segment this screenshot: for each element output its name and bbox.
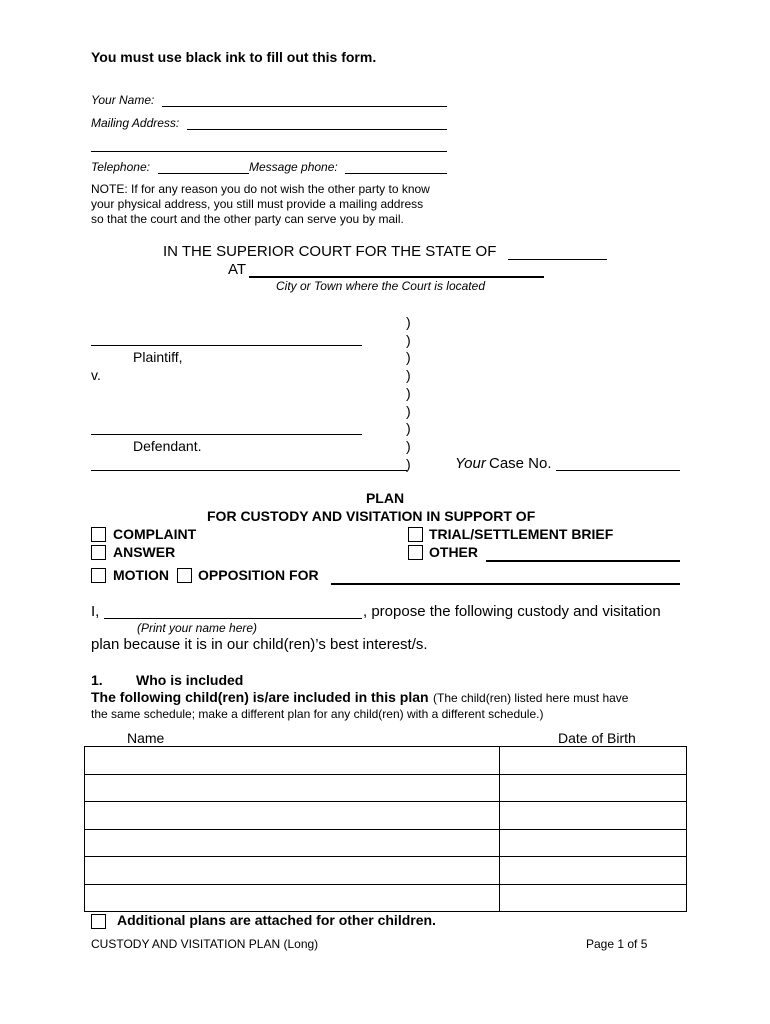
your-name-label: Your Name:: [91, 93, 155, 107]
motion-checkbox[interactable]: [91, 568, 106, 583]
trial-settlement-label: TRIAL/SETTLEMENT BRIEF: [429, 526, 614, 542]
footer-form-name: CUSTODY AND VISITATION PLAN (Long): [91, 937, 319, 951]
child-name-cell[interactable]: [85, 829, 500, 857]
table-row: [85, 884, 687, 912]
child-name-cell[interactable]: [85, 802, 500, 830]
additional-plans-checkbox[interactable]: [91, 914, 106, 929]
answer-checkbox[interactable]: [91, 545, 106, 560]
trial-settlement-checkbox[interactable]: [408, 527, 423, 542]
motion-label: MOTION: [113, 567, 169, 583]
other-field[interactable]: [486, 560, 680, 562]
print-name-field[interactable]: [104, 618, 362, 619]
mailing-address-field-2[interactable]: [91, 151, 447, 152]
additional-plans-label: Additional plans are attached for other children.: [117, 912, 436, 928]
caption-paren: ): [406, 385, 411, 401]
plan-title: PLAN: [365, 490, 405, 506]
print-name-caption: (Print your name here): [137, 621, 258, 635]
other-label: OTHER: [429, 544, 478, 560]
caption-paren: ): [406, 403, 411, 419]
telephone-label: Telephone:: [91, 160, 150, 174]
note-line-2: your physical address, you still must provide a mailing address: [91, 197, 424, 211]
defendant-label: Defendant.: [133, 438, 202, 454]
caption-paren: ): [406, 332, 411, 348]
court-location-caption: City or Town where the Court is located: [276, 279, 485, 293]
section-1-note-part1: (The child(ren) listed here must have: [433, 691, 629, 705]
plaintiff-name-field[interactable]: [91, 345, 362, 346]
telephone-field[interactable]: [158, 173, 249, 174]
table-row: [85, 802, 687, 830]
col-name-header: Name: [127, 730, 165, 746]
defendant-name-field[interactable]: [91, 434, 362, 435]
table-row: [85, 829, 687, 857]
message-phone-field[interactable]: [345, 173, 447, 174]
child-name-cell[interactable]: [85, 747, 500, 775]
complaint-checkbox[interactable]: [91, 527, 106, 542]
your-name-field[interactable]: [162, 106, 447, 107]
court-location-field[interactable]: [249, 276, 544, 278]
plaintiff-label: Plaintiff,: [133, 349, 183, 365]
child-name-cell[interactable]: [85, 857, 500, 885]
children-table: [84, 746, 687, 912]
table-row: [85, 857, 687, 885]
section-1-note-part2: the same schedule; make a different plan for any child(ren) with a different schedule.): [91, 707, 544, 721]
child-name-cell[interactable]: [85, 774, 500, 802]
propose-text: , propose the following custody and visitation: [363, 603, 661, 620]
section-1-heading: Who is included: [136, 672, 244, 688]
mailing-address-label: Mailing Address:: [91, 116, 180, 130]
state-field[interactable]: [508, 259, 607, 260]
plan-subtitle: FOR CUSTODY AND VISITATION IN SUPPORT OF: [207, 508, 536, 524]
caption-paren: ): [406, 420, 411, 436]
section-1-number: 1.: [91, 672, 103, 688]
col-dob-header: Date of Birth: [558, 730, 636, 746]
section-1-intro: [91, 689, 628, 707]
case-no-field[interactable]: [556, 470, 680, 471]
caption-paren: ): [406, 367, 411, 383]
other-checkbox[interactable]: [408, 545, 423, 560]
complaint-label: COMPLAINT: [113, 526, 197, 542]
defendant-name-field-2[interactable]: [91, 470, 407, 471]
child-dob-cell[interactable]: [500, 747, 687, 775]
opposition-checkbox[interactable]: [177, 568, 192, 583]
child-name-cell[interactable]: [85, 884, 500, 912]
table-row: [85, 747, 687, 775]
caption-paren: ): [406, 314, 411, 330]
case-no-label: Case No.: [489, 455, 552, 472]
footer-page-number: Page 1 of 5: [586, 937, 648, 951]
table-row: [85, 774, 687, 802]
caption-paren: ): [406, 349, 411, 365]
message-phone-label: Message phone:: [249, 160, 338, 174]
child-dob-cell[interactable]: [500, 857, 687, 885]
section-1-bold-text: The following child(ren) is/are included in this plan: [91, 689, 429, 705]
versus-label: v.: [91, 367, 101, 383]
court-heading: IN THE SUPERIOR COURT FOR THE STATE OF: [163, 243, 497, 260]
best-interest-text: plan because it is in our child(ren)’s best interest/s.: [91, 636, 428, 653]
note-line-1: NOTE: If for any reason you do not wish the other party to know: [91, 182, 430, 196]
opposition-label: OPPOSITION FOR: [198, 567, 319, 583]
case-no-italic: Your: [455, 455, 486, 472]
opposition-field[interactable]: [331, 583, 680, 585]
child-dob-cell[interactable]: [500, 829, 687, 857]
court-at-label: AT: [228, 261, 247, 278]
i-label: I,: [91, 603, 100, 620]
answer-label: ANSWER: [113, 544, 176, 560]
child-dob-cell[interactable]: [500, 774, 687, 802]
caption-paren: ): [406, 438, 411, 454]
child-dob-cell[interactable]: [500, 884, 687, 912]
note-line-3: so that the court and the other party can serve you by mail.: [91, 212, 404, 226]
black-ink-notice: You must use black ink to fill out this form.: [91, 49, 377, 65]
caption-paren: ): [406, 456, 411, 472]
mailing-address-field[interactable]: [187, 129, 447, 130]
child-dob-cell[interactable]: [500, 802, 687, 830]
